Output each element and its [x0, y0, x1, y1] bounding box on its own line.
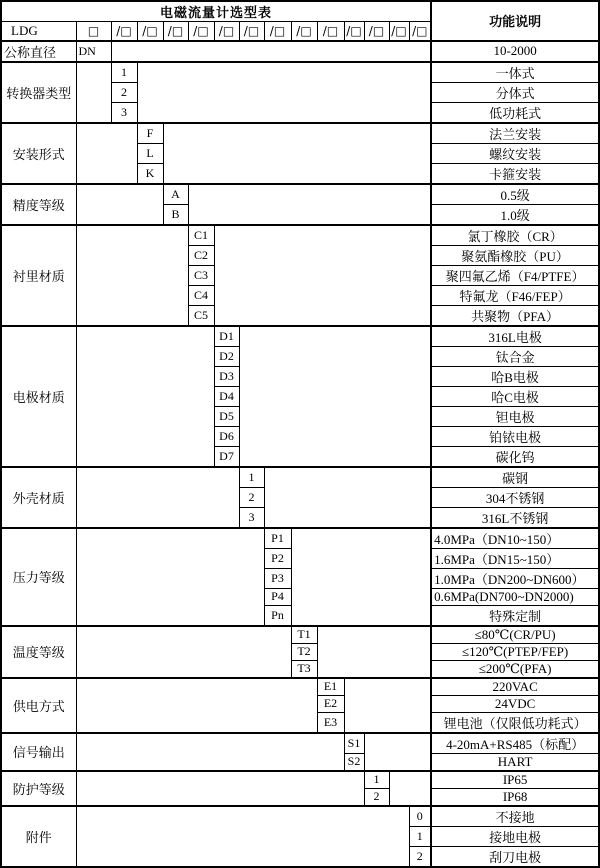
- model-slot-box: /□: [137, 22, 163, 41]
- option-desc: 哈B电极: [431, 366, 599, 386]
- dn-desc: 10-2000: [431, 41, 599, 62]
- spacer-cell: [317, 626, 431, 678]
- option-desc: HART: [431, 753, 599, 771]
- option-desc: 分体式: [431, 82, 599, 102]
- option-desc: 0.6MPa(DN700~DN2000): [431, 588, 599, 605]
- spacer-cell: [76, 771, 364, 806]
- option-desc: 一体式: [431, 62, 599, 83]
- option-desc: 氯丁橡胶（CR）: [431, 225, 599, 246]
- option-desc: 1.0MPa（DN200~DN600）: [431, 568, 599, 588]
- option-desc: IP65: [431, 771, 599, 789]
- option-code: P3: [264, 568, 291, 588]
- option-desc: 特氟龙（F46/FEP）: [431, 285, 599, 305]
- spacer-cell: [264, 467, 431, 528]
- spacer-cell: [76, 62, 111, 123]
- option-code: L: [137, 143, 163, 163]
- model-slot-box: /□: [409, 22, 431, 41]
- option-code: E3: [317, 712, 344, 733]
- spacer-cell: [76, 225, 188, 326]
- section-row: [1, 123, 599, 144]
- section-row: [1, 225, 599, 246]
- spacer-cell: [76, 733, 344, 771]
- option-code: S1: [344, 733, 364, 754]
- section-row: [1, 806, 599, 827]
- section-row: [1, 62, 599, 83]
- option-code: 3: [239, 507, 264, 528]
- option-code: P4: [264, 588, 291, 605]
- option-code: D7: [214, 446, 239, 467]
- option-code: K: [137, 163, 163, 184]
- model-slot-box: /□: [239, 22, 264, 41]
- section-label: 压力等级: [1, 528, 76, 626]
- option-code: D3: [214, 366, 239, 386]
- option-desc: 316L电极: [431, 326, 599, 347]
- option-desc: ≤200℃(PFA): [431, 660, 599, 678]
- option-code: 1: [409, 826, 431, 846]
- option-desc: 哈C电极: [431, 386, 599, 406]
- option-code: D5: [214, 406, 239, 426]
- spacer-cell: [163, 123, 431, 184]
- spacer-cell: [137, 62, 431, 123]
- spacer-cell: [364, 733, 431, 771]
- option-code: P1: [264, 528, 291, 549]
- option-code: P2: [264, 548, 291, 568]
- section-label: 衬里材质: [1, 225, 76, 326]
- option-code: F: [137, 123, 163, 144]
- option-desc: 特殊定制: [431, 605, 599, 626]
- section-label: 电极材质: [1, 326, 76, 467]
- section-label: 转换器类型: [1, 62, 76, 123]
- option-code: 1: [364, 771, 389, 789]
- option-code: 3: [111, 102, 137, 123]
- section-row: [1, 733, 599, 754]
- option-code: D1: [214, 326, 239, 347]
- model-base-box: □: [76, 22, 111, 41]
- dn-code: DN: [76, 41, 111, 62]
- option-desc: 共聚物（PFA）: [431, 305, 599, 326]
- option-code: D6: [214, 426, 239, 446]
- option-code: Pn: [264, 605, 291, 626]
- option-desc: 1.0级: [431, 204, 599, 225]
- option-code: 2: [111, 82, 137, 102]
- section-label: 附件: [1, 806, 76, 867]
- section-row: [1, 528, 599, 549]
- option-desc: 低功耗式: [431, 102, 599, 123]
- option-code: E2: [317, 695, 344, 712]
- option-code: 2: [239, 487, 264, 507]
- option-code: C2: [188, 245, 214, 265]
- model-slot-box: /□: [163, 22, 188, 41]
- option-code: E1: [317, 678, 344, 696]
- option-desc: 1.6MPa（DN15~150）: [431, 548, 599, 568]
- model-slot-box: /□: [111, 22, 137, 41]
- spacer-cell: [111, 41, 431, 62]
- option-desc: 卡箍安装: [431, 163, 599, 184]
- spacer-cell: [76, 806, 409, 867]
- model-slot-box: /□: [214, 22, 239, 41]
- option-desc: 304不锈钢: [431, 487, 599, 507]
- dn-row: [1, 41, 599, 62]
- section-label: 温度等级: [1, 626, 76, 678]
- option-code: C4: [188, 285, 214, 305]
- option-desc: 钛合金: [431, 346, 599, 366]
- section-label: 安装形式: [1, 123, 76, 184]
- option-desc: 法兰安装: [431, 123, 599, 144]
- option-desc: 不接地: [431, 806, 599, 827]
- spacer-cell: [76, 467, 239, 528]
- option-code: 1: [111, 62, 137, 83]
- option-desc: 螺纹安装: [431, 143, 599, 163]
- option-desc: 聚四氟乙烯（F4/PTFE）: [431, 265, 599, 285]
- option-desc: ≤120℃(PTEP/FEP): [431, 643, 599, 660]
- spacer-cell: [76, 528, 264, 626]
- section-row: [1, 771, 599, 789]
- option-code: A: [163, 184, 188, 205]
- option-code: C5: [188, 305, 214, 326]
- option-code: C1: [188, 225, 214, 246]
- spacer-cell: [239, 326, 431, 467]
- spacer-cell: [344, 678, 431, 733]
- option-desc: 碳化钨: [431, 446, 599, 467]
- section-row: [1, 626, 599, 644]
- section-label: 外壳材质: [1, 467, 76, 528]
- spacer-cell: [389, 771, 431, 806]
- option-code: T3: [291, 660, 317, 678]
- section-label: 供电方式: [1, 678, 76, 733]
- model-slot-box: /□: [264, 22, 291, 41]
- selection-table-body: [1, 1, 599, 867]
- option-code: D4: [214, 386, 239, 406]
- section-label: 信号输出: [1, 733, 76, 771]
- option-code: B: [163, 204, 188, 225]
- spacer-cell: [291, 528, 431, 626]
- spacer-cell: [188, 184, 431, 225]
- option-desc: ≤80℃(CR/PU): [431, 626, 599, 644]
- option-code: 1: [239, 467, 264, 488]
- option-desc: 锂电池（仅限低功耗式）: [431, 712, 599, 733]
- option-desc: 聚氨酯橡胶（PU）: [431, 245, 599, 265]
- option-code: 2: [409, 846, 431, 867]
- option-desc: 碳钢: [431, 467, 599, 488]
- option-desc: 4-20mA+RS485（标配）: [431, 733, 599, 754]
- option-desc: 钽电极: [431, 406, 599, 426]
- option-code: S2: [344, 753, 364, 771]
- option-desc: 4.0MPa（DN10~150）: [431, 528, 599, 549]
- option-desc: 刮刀电极: [431, 846, 599, 867]
- option-desc: 316L不锈钢: [431, 507, 599, 528]
- model-slot-box: /□: [344, 22, 364, 41]
- model-slot-box: /□: [291, 22, 317, 41]
- section-row: [1, 678, 599, 696]
- spacer-cell: [76, 123, 137, 184]
- option-desc: 24VDC: [431, 695, 599, 712]
- option-desc: 铂铱电极: [431, 426, 599, 446]
- option-code: 0: [409, 806, 431, 827]
- option-code: 2: [364, 788, 389, 806]
- header-row: [1, 1, 599, 22]
- option-code: T2: [291, 643, 317, 660]
- function-column-header: 功能说明: [431, 1, 599, 41]
- spacer-cell: [76, 326, 214, 467]
- section-row: [1, 326, 599, 347]
- option-code: C3: [188, 265, 214, 285]
- spacer-cell: [214, 225, 431, 326]
- option-desc: 0.5级: [431, 184, 599, 205]
- spacer-cell: [76, 184, 163, 225]
- model-slot-box: /□: [389, 22, 409, 41]
- page-title: 电磁流量计选型表: [1, 1, 431, 22]
- model-slot-box: /□: [317, 22, 344, 41]
- section-row: [1, 184, 599, 205]
- section-row: [1, 467, 599, 488]
- option-code: D2: [214, 346, 239, 366]
- option-desc: 220VAC: [431, 678, 599, 696]
- spacer-cell: [76, 626, 291, 678]
- option-desc: IP68: [431, 788, 599, 806]
- section-label: 精度等级: [1, 184, 76, 225]
- dn-label: 公称直径: [1, 41, 76, 62]
- model-slot-box: /□: [188, 22, 214, 41]
- model-slot-box: /□: [364, 22, 389, 41]
- model-label: LDG: [1, 22, 76, 41]
- option-desc: 接地电极: [431, 826, 599, 846]
- section-label: 防护等级: [1, 771, 76, 806]
- spacer-cell: [76, 678, 317, 733]
- option-code: T1: [291, 626, 317, 644]
